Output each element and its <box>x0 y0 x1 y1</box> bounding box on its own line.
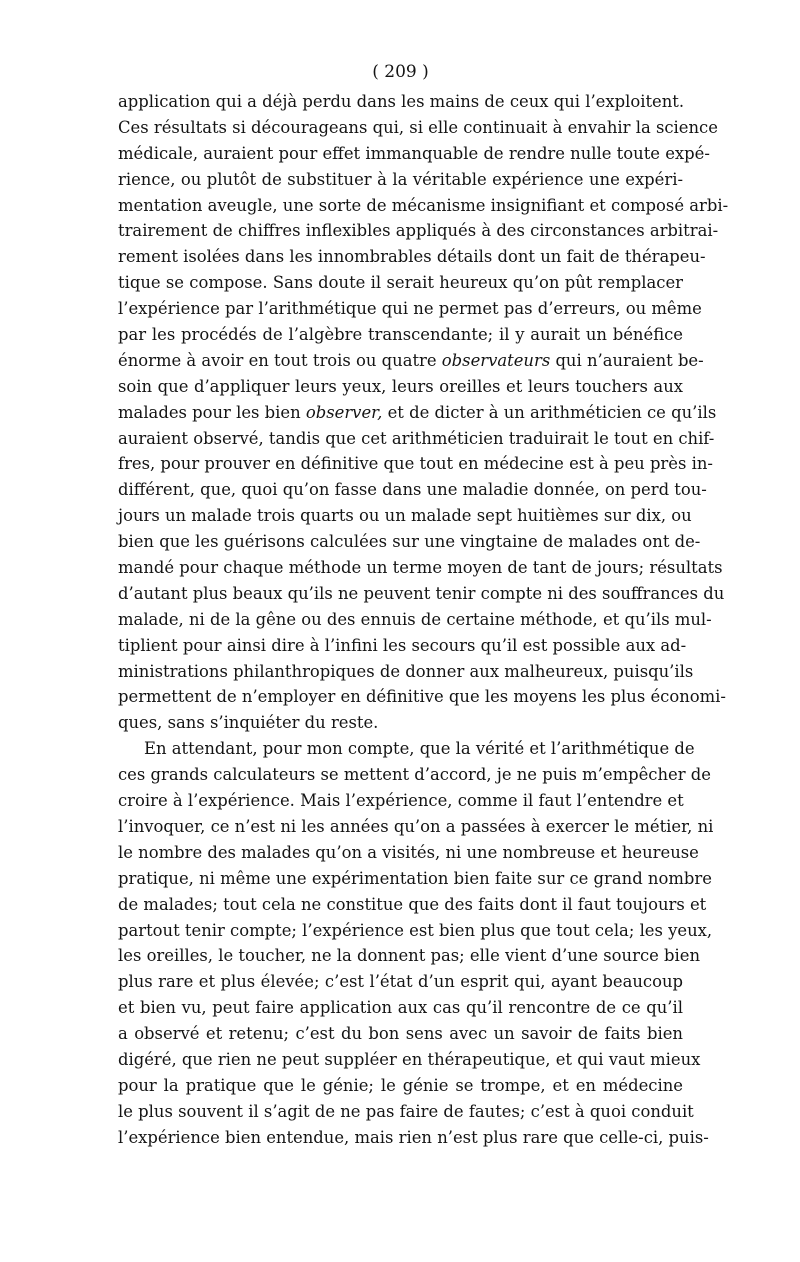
text-line: le plus souvent il s’agit de ne pas faire de fautes; c’est à quoi conduit <box>118 1101 694 1121</box>
body-text <box>118 89 729 1151</box>
text-line: l’expérience bien entendue, mais rien n’est plus rare que celle-ci, puis- <box>118 1127 709 1147</box>
text-line: mentation aveugle, une sorte de mécanisme insignifiant et composé arbi- <box>118 195 729 215</box>
text-line: et bien vu, peut faire application aux cas qu’il rencontre de ce qu’il <box>118 998 683 1018</box>
text-line: digéré, que rien ne peut suppléer en thérapeutique, et qui vaut mieux <box>118 1049 701 1069</box>
text-line: bien que les guérisons calculées sur une vingtaine de malades ont de- <box>118 532 701 552</box>
book-page <box>118 58 729 1151</box>
text-line: auraient observé, tandis que cet arithméticien traduirait le tout en chif- <box>118 428 715 448</box>
italic-term: observer, <box>305 402 383 422</box>
text-line: pratique, ni même une expérimentation bien faite sur ce grand nombre <box>118 868 712 888</box>
text-line: ces grands calculateurs se mettent d’accord, je ne puis m’empêcher de <box>118 765 711 785</box>
italic-term: observateurs <box>441 350 551 370</box>
text-line: croire à l’expérience. Mais l’expérience, comme il faut l’entendre et <box>118 791 684 811</box>
text-line: le nombre des malades qu’on a visités, ni une nombreuse et heureuse <box>118 842 699 862</box>
text-line: plus rare et plus élevée; c’est l’état d’un esprit qui, ayant beaucoup <box>118 972 683 992</box>
text-line: permettent de n’employer en définitive que les moyens les plus économi- <box>118 687 726 707</box>
page-number: ( 209 ) <box>372 62 429 82</box>
text-line: les oreilles, le toucher, ne la donnent pas; elle vient d’une source bien <box>118 946 701 966</box>
text-line: d’autant plus beaux qu’ils ne peuvent tenir compte ni des souffrances du <box>118 583 725 603</box>
text-line: rience, ou plutôt de substituer à la véritable expérience une expéri- <box>118 169 683 189</box>
text-line: malade, ni de la gêne ou des ennuis de certaine méthode, et qu’ils mul- <box>118 609 712 629</box>
paragraph <box>118 736 714 1150</box>
text-line: différent, que, quoi qu’on fasse dans une maladie donnée, on perd tou- <box>118 480 707 500</box>
text-line: de malades; tout cela ne constitue que des faits dont il faut toujours et <box>118 894 707 914</box>
text-line: trairement de chiffres inflexibles appliqués à des circonstances arbitrai- <box>118 221 719 241</box>
text-line: fres, pour prouver en définitive que tout en médecine est à peu près in- <box>118 454 713 474</box>
paragraph <box>118 89 729 736</box>
text-line: ques, sans s’inquiéter du reste. <box>118 713 379 733</box>
text-line: tiplient pour ainsi dire à l’infini les secours qu’il est possible aux ad- <box>118 635 687 655</box>
text-line: l’expérience par l’arithmétique qui ne permet pas d’erreurs, ou même <box>118 299 702 319</box>
text-line: jours un malade trois quarts ou un malade sept huitièmes sur dix, ou <box>118 506 692 526</box>
text-line: soin que d’appliquer leurs yeux, leurs oreilles et leurs touchers aux <box>118 376 683 396</box>
text-line: mandé pour chaque méthode un terme moyen de tant de jours; résultats <box>118 558 723 578</box>
text-line: l’invoquer, ce n’est ni les années qu’on a passées à exercer le métier, ni <box>118 816 714 836</box>
text-line: ministrations philanthropiques de donner aux malheureux, puisqu’ils <box>118 661 694 681</box>
text-line: malades pour les bien observer, et de dicter à un arithméticien ce qu’ils <box>118 402 717 422</box>
text-line: Ces résultats si décourageans qui, si elle continuait à envahir la science <box>118 117 718 137</box>
text-line: énorme à avoir en tout trois ou quatre observateurs qui n’auraient be- <box>118 350 704 370</box>
text-line: par les procédés de l’algèbre transcendante; il y aurait un bénéfice <box>118 325 683 345</box>
text-line: En attendant, pour mon compte, que la vérité et l’arithmétique de <box>144 739 695 759</box>
text-line: a observé et retenu; c’est du bon sens avec un savoir de faits bien <box>118 1024 683 1044</box>
text-line: pour la pratique que le génie; le génie se trompe, et en médecine <box>118 1075 683 1095</box>
text-line: partout tenir compte; l’expérience est bien plus que tout cela; les yeux, <box>118 920 713 940</box>
text-line: rement isolées dans les innombrables détails dont un fait de thérapeu- <box>118 247 706 267</box>
text-line: application qui a déjà perdu dans les mains de ceux qui l’exploitent. <box>118 92 685 111</box>
text-line: tique se compose. Sans doute il serait heureux qu’on pût remplacer <box>118 273 683 293</box>
text-line: médicale, auraient pour effet immanquable de rendre nulle toute expé- <box>118 143 710 163</box>
